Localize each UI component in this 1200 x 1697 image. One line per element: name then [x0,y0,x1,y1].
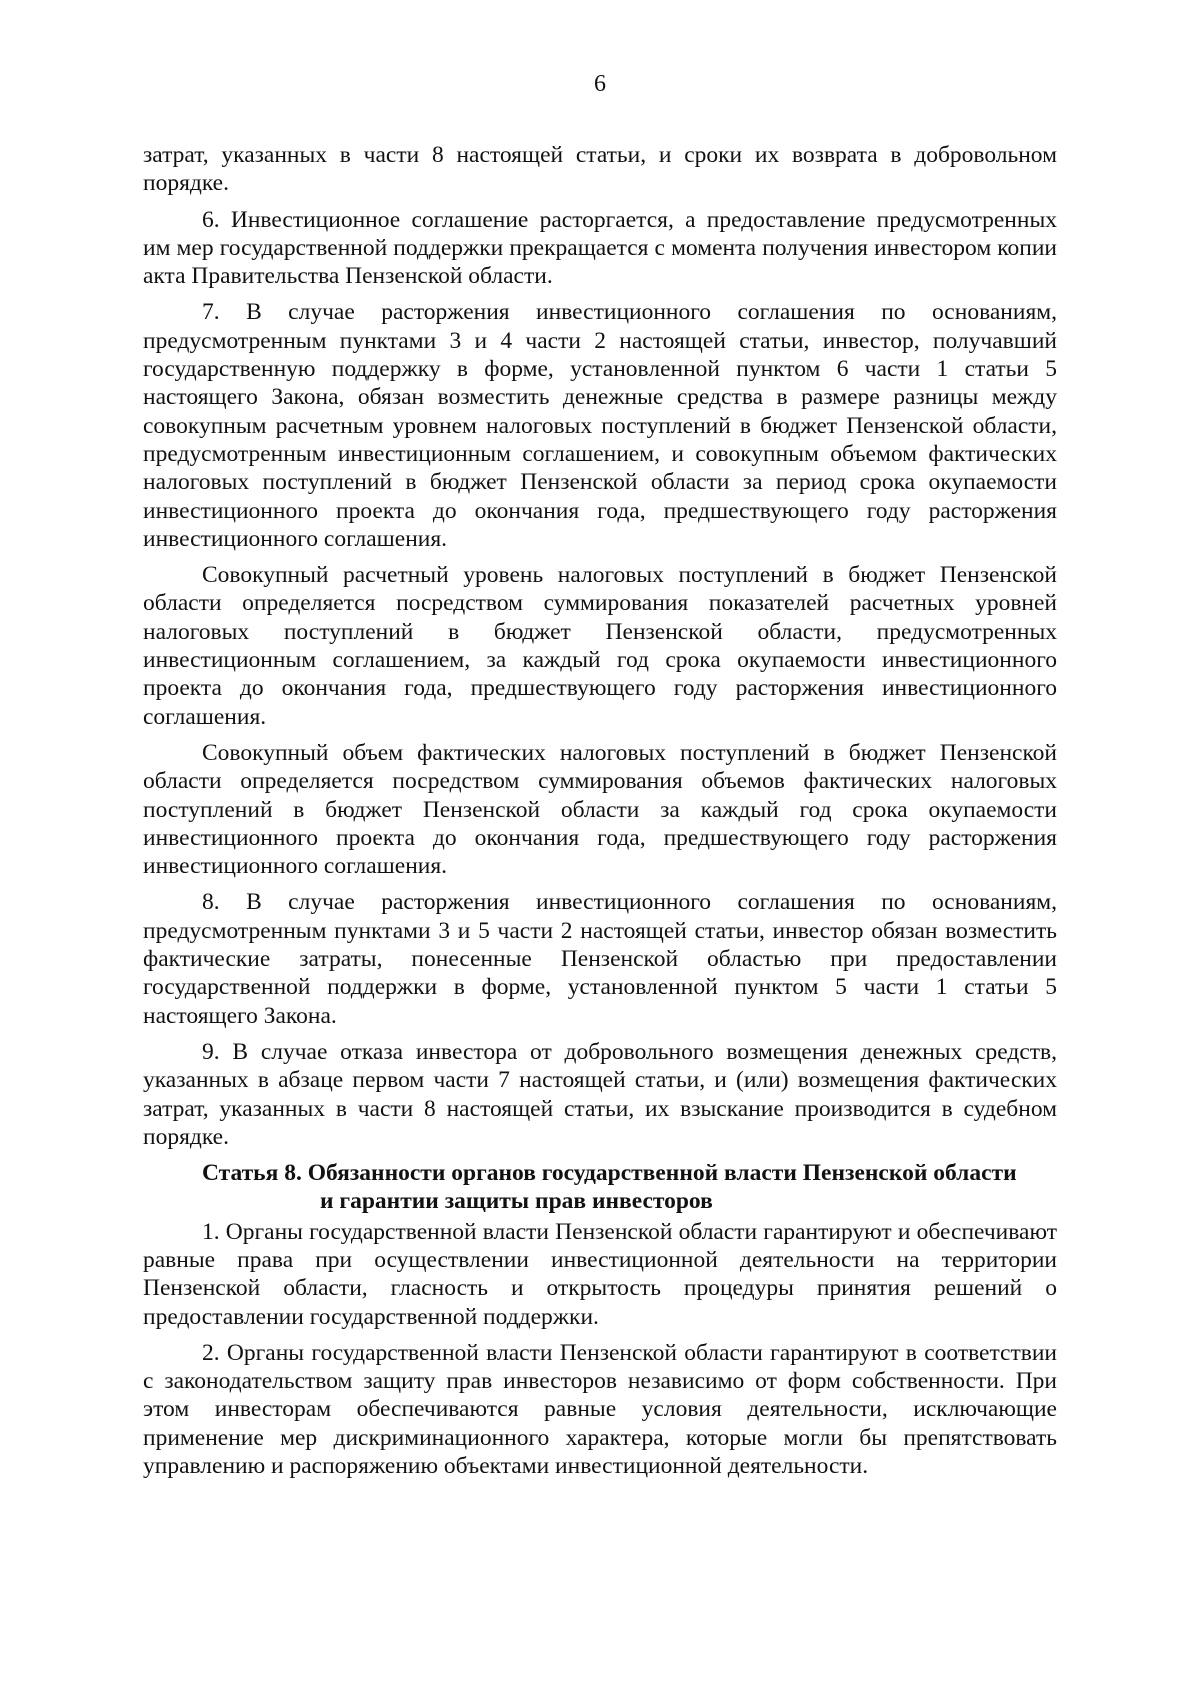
paragraph-part-6: 6. Инвестиционное соглашение расторгается, а предоставление предусмотренных им мер государственной поддержки прекращается с момента получения инвестором копии акта Правительства Пензенской области. [143,206,1057,290]
article-8-part-2: 2. Органы государственной власти Пензенской области гарантируют в соответствии с законодательством защиту прав инвесторов независимо от форм собственности. При этом инвесторам обеспечиваются равные условия деятельности, исключающие применение мер дискриминационного характера, которые могли бы препятствовать управлению и распоряжению объектами инвестиционной деятельности. [143,1339,1057,1480]
article-8-heading-line-2: и гарантии защиты прав инвесторов [320,1188,713,1215]
paragraph-total-estimated-level: Совокупный расчетный уровень налоговых поступлений в бюджет Пензенской области определяется посредством суммирования показателей расчетных уровней налоговых поступлений в бюджет Пензенской области, предусмотренных инвестиционным соглашением, за каждый год срока окупаемости инвестиционного проекта до окончания года, предшествующего году расторжения инвестиционного соглашения. [143,562,1057,730]
paragraph-continuation: затрат, указанных в части 8 настоящей статьи, и сроки их возврата в добровольном порядке. [143,142,1057,197]
paragraph-part-9: 9. В случае отказа инвестора от добровольного возмещения денежных средств, указанных в абзаце первом части 7 настоящей статьи, и (или) возмещения фактических затрат, указанных в части 8 настоящей статьи, их взыскание производится в судебном порядке. [143,1038,1057,1150]
page-number: 6 [594,71,606,97]
paragraph-total-actual-volume: Совокупный объем фактических налоговых поступлений в бюджет Пензенской области определяется посредством суммирования объемов фактических налоговых поступлений в бюджет Пензенской области за каждый год срока окупаемости инвестиционного проекта до окончания года, предшествующего году расторжения инвестиционного соглашения. [143,739,1057,880]
paragraph-part-8: 8. В случае расторжения инвестиционного соглашения по основаниям, предусмотренным пунктами 3 и 5 части 2 настоящей статьи, инвестор обязан возместить фактические затраты, понесенные Пензенской областью при предоставлении государственной поддержки в форме, установленной пунктом 5 части 1 статьи 5 настоящего Закона. [143,889,1057,1029]
paragraph-part-7: 7. В случае расторжения инвестиционного соглашения по основаниям, предусмотренным пунктами 3 и 4 части 2 настоящей статьи, инвестор, получавший государственную поддержку в форме, установленной пунктом 6 части 1 статьи 5 настоящего Закона, обязан возместить денежные средства в размере разницы между совокупным расчетным уровнем налоговых поступлений в бюджет Пензенской области, предусмотренным инвестиционным соглашением, и совокупным объемом фактических налоговых поступлений в бюджет Пензенской области за период срока окупаемости инвестиционного проекта до окончания года, предшествующего году расторжения инвестиционного соглашения. [143,299,1057,552]
article-8-heading [202,1159,1057,1216]
article-8-part-1: 1. Органы государственной власти Пензенской области гарантируют и обеспечивают равные права при осуществлении инвестиционной деятельности на территории Пензенской области, гласность и открытость процедуры принятия решений о предоставлении государственной поддержки. [143,1218,1057,1330]
document-body [143,141,1057,1488]
article-8-heading-line-1: Статья 8. Обязанности органов государственной власти Пензенской области [202,1160,1017,1187]
